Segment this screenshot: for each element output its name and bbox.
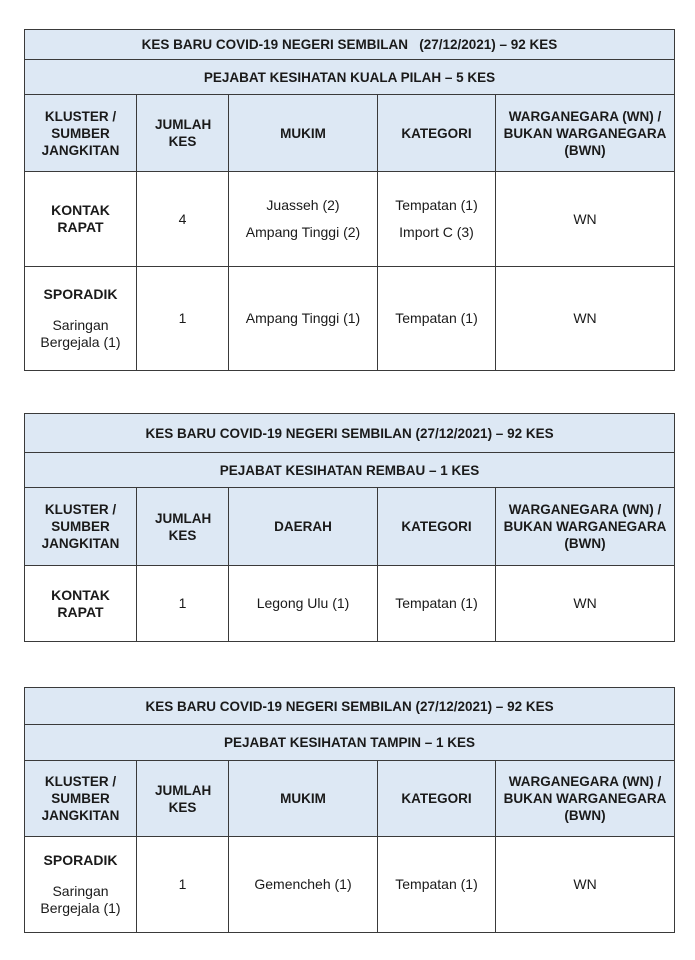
case-count: 1 (137, 267, 229, 371)
place-cell (229, 172, 378, 267)
cluster-cell (25, 566, 137, 642)
case-count: 1 (137, 566, 229, 642)
header-category: KATEGORI (378, 95, 496, 172)
cluster-name: KONTAK RAPAT (51, 586, 110, 620)
citizenship-value: WN (496, 837, 675, 933)
table-row (25, 267, 675, 371)
place-item: Legong Ulu (1) (229, 566, 378, 642)
case-count: 1 (137, 837, 229, 933)
cluster-name: SPORADIK (43, 852, 118, 868)
header-citizenship: WARGANEGARA (WN) / BUKAN WARGANEGARA (BWN) (496, 761, 675, 837)
header-citizenship: WARGANEGARA (WN) / BUKAN WARGANEGARA (BWN) (496, 488, 675, 566)
citizenship-value: WN (496, 267, 675, 371)
citizenship-value: WN (496, 566, 675, 642)
cluster-cell (25, 172, 137, 267)
category-item: Tempatan (1) (378, 566, 496, 642)
case-table-kuala-pilah (24, 29, 675, 371)
cluster-subtype: Saringan Bergejala (1) (40, 317, 121, 350)
header-citizenship: WARGANEGARA (WN) / BUKAN WARGANEGARA (BWN) (496, 95, 675, 172)
category-item: Tempatan (1) (378, 837, 496, 933)
header-place: MUKIM (229, 95, 378, 172)
header-category: KATEGORI (378, 488, 496, 566)
header-count: JUMLAH KES (137, 95, 229, 172)
table-title: KES BARU COVID-19 NEGERI SEMBILAN (27/12/2021) – 92 KES (25, 414, 675, 453)
table-title: KES BARU COVID-19 NEGERI SEMBILAN (27/12/2021) – 92 KES (25, 30, 675, 60)
place-item: Gemencheh (1) (229, 837, 378, 933)
cluster-name: SPORADIK (43, 286, 118, 302)
place-item: Ampang Tinggi (1) (229, 267, 378, 371)
table-row (25, 566, 675, 642)
case-count: 4 (137, 172, 229, 267)
header-cluster: KLUSTER / SUMBER JANGKITAN (25, 488, 137, 566)
header-place: DAERAH (229, 488, 378, 566)
header-cluster: KLUSTER / SUMBER JANGKITAN (25, 761, 137, 837)
office-heading: PEJABAT KESIHATAN REMBAU – 1 KES (25, 453, 675, 488)
category-item: Tempatan (1) (378, 267, 496, 371)
cluster-cell (25, 267, 137, 371)
table-row (25, 837, 675, 933)
cluster-cell (25, 837, 137, 933)
place-item: Juasseh (2) (266, 197, 340, 213)
place-item: Ampang Tinggi (2) (245, 224, 361, 240)
category-item: Import C (3) (399, 224, 474, 240)
header-place: MUKIM (229, 761, 378, 837)
table-title: KES BARU COVID-19 NEGERI SEMBILAN (27/12/2021) – 92 KES (25, 688, 675, 725)
citizenship-value: WN (496, 172, 675, 267)
case-table-rembau (24, 413, 675, 642)
category-cell (378, 172, 496, 267)
category-item: Tempatan (1) (395, 197, 478, 213)
office-heading: PEJABAT KESIHATAN KUALA PILAH – 5 KES (25, 60, 675, 95)
header-count: JUMLAH KES (137, 488, 229, 566)
cluster-subtype: Saringan Bergejala (1) (40, 883, 121, 916)
cluster-name: KONTAK RAPAT (51, 202, 110, 235)
header-category: KATEGORI (378, 761, 496, 837)
header-cluster: KLUSTER / SUMBER JANGKITAN (25, 95, 137, 172)
case-table-tampin (24, 687, 675, 933)
table-row (25, 172, 675, 267)
header-count: JUMLAH KES (137, 761, 229, 837)
office-heading: PEJABAT KESIHATAN TAMPIN – 1 KES (25, 725, 675, 761)
